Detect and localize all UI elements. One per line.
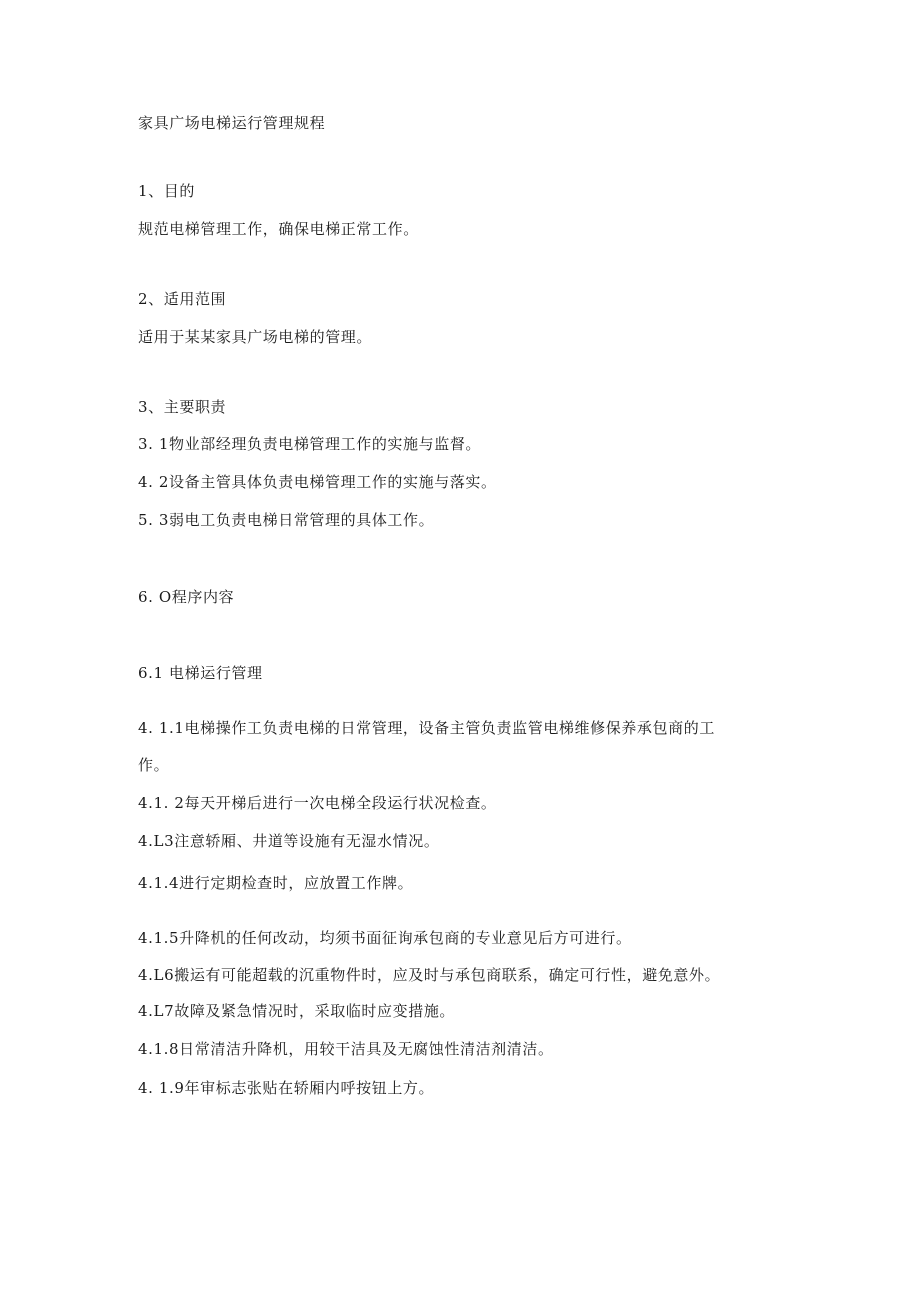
list-item-4-1-7: 4.L7故障及紧急情况时，采取临时应变措施。 (138, 1002, 456, 1020)
list-item-4-1-9: 4. 1.9年审标志张贴在轿厢内呼按钮上方。 (138, 1079, 435, 1097)
section-heading-purpose: 1、目的 (138, 182, 195, 200)
subsection-heading-elevator-operation: 6.1 电梯运行管理 (138, 664, 263, 682)
list-item-4-1-6: 4.L6搬运有可能超载的沉重物件时，应及时与承包商联系，确定可行性，避免意外。 (138, 966, 721, 984)
list-item-duty-3: 5. 3弱电工负责电梯日常管理的具体工作。 (138, 511, 435, 529)
list-item-4-1-3: 4.L3注意轿厢、井道等设施有无湿水情况。 (138, 832, 440, 850)
list-item-4-1-1: 4. 1.1电梯操作工负责电梯的日常管理，设备主管负责监管电梯维修保养承包商的工 (138, 719, 715, 737)
list-item-4-1-5: 4.1.5升降机的任何改动，均须书面征询承包商的专业意见后方可进行。 (138, 929, 632, 947)
section-heading-scope: 2、适用范围 (138, 290, 227, 308)
list-item-duty-1: 3. 1物业部经理负责电梯管理工作的实施与监督。 (138, 435, 482, 453)
section-heading-duties: 3、主要职责 (138, 398, 227, 416)
paragraph-purpose: 规范电梯管理工作，确保电梯正常工作。 (138, 220, 419, 238)
list-item-4-1-1-continuation: 作。 (138, 756, 170, 774)
list-item-4-1-8: 4.1.8日常清洁升降机，用较干洁具及无腐蚀性清洁剂清洁。 (138, 1040, 554, 1058)
paragraph-scope: 适用于某某家具广场电梯的管理。 (138, 328, 373, 346)
list-item-4-1-2: 4.1. 2每天开梯后进行一次电梯全段运行状况检查。 (138, 794, 497, 812)
list-item-4-1-4: 4.1.4进行定期检查时，应放置工作牌。 (138, 874, 414, 892)
document-title: 家具广场电梯运行管理规程 (138, 114, 326, 132)
list-item-duty-2: 4. 2设备主管具体负责电梯管理工作的实施与落实。 (138, 473, 497, 491)
section-heading-procedure: 6. O程序内容 (138, 588, 235, 606)
